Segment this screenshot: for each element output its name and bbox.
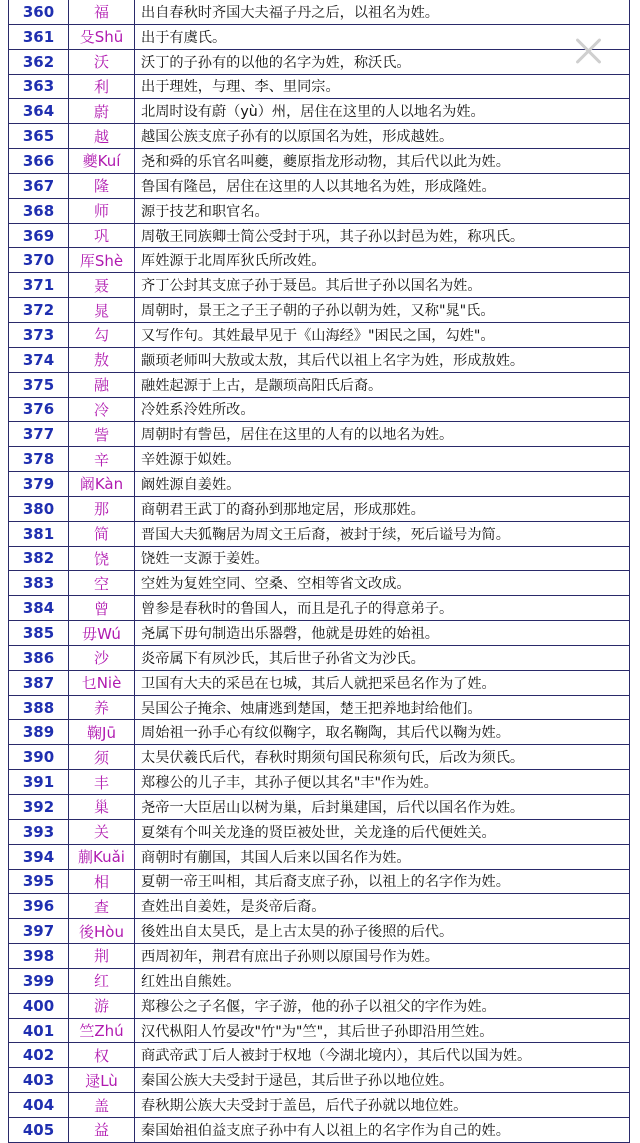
surname-char: 融 bbox=[69, 373, 135, 397]
surname-origin: 鲁国有隆邑，居住在这里的人以其地名为姓，形成隆姓。 bbox=[141, 178, 496, 195]
surname-origin: 冷姓系泠姓所改。 bbox=[141, 402, 255, 419]
table-row bbox=[8, 174, 630, 199]
surname-char: 关 bbox=[69, 820, 135, 844]
table-row bbox=[8, 522, 630, 547]
surname-origin: 出于理姓，与理、李、里同宗。 bbox=[141, 79, 340, 96]
table-row bbox=[8, 894, 630, 919]
surname-number: 385 bbox=[9, 621, 69, 645]
surname-char: 利 bbox=[69, 75, 135, 99]
surname-number: 399 bbox=[9, 969, 69, 993]
table-row bbox=[8, 124, 630, 149]
surname-number: 365 bbox=[9, 124, 69, 148]
surname-char: 敖 bbox=[69, 348, 135, 372]
surname-origin: 炎帝属下有夙沙氏，其后世子孙省文为沙氏。 bbox=[141, 650, 425, 667]
surname-char: 盖 bbox=[69, 1093, 135, 1117]
table-row bbox=[8, 373, 630, 398]
close-icon[interactable] bbox=[574, 36, 604, 66]
surname-number: 398 bbox=[9, 944, 69, 968]
surname-number: 373 bbox=[9, 323, 69, 347]
surname-number: 360 bbox=[9, 0, 69, 24]
surname-char: 阚Kàn bbox=[69, 472, 135, 496]
surname-origin: 周朝时，景王之子王子朝的子孙以朝为姓，又称"晁"氏。 bbox=[141, 303, 495, 320]
surname-char: 隆 bbox=[69, 174, 135, 198]
surname-origin: 商朝时有蒯国，其国人后来以国名作为姓。 bbox=[141, 849, 411, 866]
surname-number: 382 bbox=[9, 547, 69, 571]
table-row bbox=[8, 75, 630, 100]
table-row bbox=[8, 571, 630, 596]
surname-number: 374 bbox=[9, 348, 69, 372]
surname-origin: 出于有虞氏。 bbox=[141, 29, 227, 46]
surname-origin: 秦国公族大夫受封于逯邑，其后世子孙以地位姓。 bbox=[141, 1073, 454, 1090]
surname-number: 391 bbox=[9, 770, 69, 794]
surname-char: 福 bbox=[69, 0, 135, 24]
surname-origin: 饶姓一支源于姜姓。 bbox=[141, 551, 269, 568]
surname-char: 师 bbox=[69, 199, 135, 223]
surname-char: 辛 bbox=[69, 447, 135, 471]
surname-origin: 颛顼老师叫大敖或太敖，其后代以祖上名字为姓，形成敖姓。 bbox=[141, 352, 525, 369]
table-row bbox=[8, 1019, 630, 1044]
surname-number: 404 bbox=[9, 1093, 69, 1117]
surname-origin: 秦国始祖伯益支庶子孙中有人以祖上的名字作为自己的姓。 bbox=[141, 1122, 510, 1139]
surname-char: 养 bbox=[69, 696, 135, 720]
table-row bbox=[8, 50, 630, 75]
surname-number: 367 bbox=[9, 174, 69, 198]
surname-char: 沃 bbox=[69, 50, 135, 74]
table-row bbox=[8, 820, 630, 845]
surname-origin: 齐丁公封其支庶子孙于聂邑。其后世子孙以国名为姓。 bbox=[141, 278, 482, 295]
surname-char: 逯Lù bbox=[69, 1068, 135, 1092]
surname-number: 370 bbox=[9, 248, 69, 272]
surname-number: 390 bbox=[9, 745, 69, 769]
surname-char: 冷 bbox=[69, 398, 135, 422]
surname-origin: 辛姓源于姒姓。 bbox=[141, 452, 241, 469]
surname-char: 乜Niè bbox=[69, 671, 135, 695]
surname-char: 蔚 bbox=[69, 99, 135, 123]
table-row bbox=[8, 969, 630, 994]
surname-number: 380 bbox=[9, 497, 69, 521]
table-row bbox=[8, 447, 630, 472]
surname-char: 後Hòu bbox=[69, 919, 135, 943]
surname-origin: 曾参是春秋时的鲁国人，而且是孔子的得意弟子。 bbox=[141, 601, 454, 618]
table-row bbox=[8, 1068, 630, 1093]
surname-number: 376 bbox=[9, 398, 69, 422]
table-row bbox=[8, 1118, 630, 1143]
surname-origin: 西周初年，荆君有庶出子孙则以原国号作为姓。 bbox=[141, 948, 439, 965]
table-row bbox=[8, 199, 630, 224]
surname-number: 384 bbox=[9, 596, 69, 620]
surname-number: 386 bbox=[9, 646, 69, 670]
surname-char: 红 bbox=[69, 969, 135, 993]
surname-origin: 晋国大夫狐鞠居为周文王后裔，被封于续，死后谥号为简。 bbox=[141, 526, 510, 543]
surname-char: 空 bbox=[69, 571, 135, 595]
table-row bbox=[8, 1093, 630, 1118]
surname-number: 387 bbox=[9, 671, 69, 695]
surname-origin: 春秋期公族大夫受封于盖邑，后代子孙就以地位姓。 bbox=[141, 1098, 468, 1115]
surname-char: 沙 bbox=[69, 646, 135, 670]
surname-origin: 吴国公子掩余、烛庸逃到楚国，楚王把养地封给他们。 bbox=[141, 700, 482, 717]
surname-number: 368 bbox=[9, 199, 69, 223]
surname-origin: 後姓出自太昊氏，是上古太昊的孙子後照的后代。 bbox=[141, 924, 454, 941]
surname-char: 巩 bbox=[69, 224, 135, 248]
surname-origin: 厍姓源于北周厍狄氏所改姓。 bbox=[141, 253, 326, 270]
table-row bbox=[8, 273, 630, 298]
table-row bbox=[8, 472, 630, 497]
surname-number: 396 bbox=[9, 894, 69, 918]
table-row bbox=[8, 323, 630, 348]
table-row bbox=[8, 994, 630, 1019]
surname-number: 395 bbox=[9, 870, 69, 894]
surname-origin: 周始祖一孙手心有纹似鞠字，取名鞠陶，其后代以鞠为姓。 bbox=[141, 725, 510, 742]
surname-char: 简 bbox=[69, 522, 135, 546]
table-row bbox=[8, 422, 630, 447]
surname-origin: 出自春秋时齐国大夫福子丹之后，以祖名为姓。 bbox=[141, 4, 439, 21]
surname-char: 那 bbox=[69, 497, 135, 521]
surname-char: 相 bbox=[69, 870, 135, 894]
surname-number: 397 bbox=[9, 919, 69, 943]
surname-number: 375 bbox=[9, 373, 69, 397]
surname-number: 377 bbox=[9, 422, 69, 446]
surname-number: 363 bbox=[9, 75, 69, 99]
table-row bbox=[8, 348, 630, 373]
surname-origin: 红姓出自熊姓。 bbox=[141, 973, 241, 990]
surname-table bbox=[8, 0, 630, 1143]
surname-number: 369 bbox=[9, 224, 69, 248]
surname-char: 游 bbox=[69, 994, 135, 1018]
surname-origin: 周敬王同族卿士简公受封于巩，其子孙以封邑为姓，称巩氏。 bbox=[141, 228, 525, 245]
surname-origin: 郑穆公的儿子丰，其孙子便以其名"丰"作为姓。 bbox=[141, 775, 438, 792]
surname-origin: 周朝时有訾邑，居住在这里的人有的以地名为姓。 bbox=[141, 427, 454, 444]
surname-char: 荆 bbox=[69, 944, 135, 968]
surname-origin: 商武帝武丁后人被封于权地（今湖北境内），其后代以国为姓。 bbox=[141, 1048, 532, 1065]
surname-number: 401 bbox=[9, 1019, 69, 1043]
table-row bbox=[8, 919, 630, 944]
table-row bbox=[8, 224, 630, 249]
surname-char: 聂 bbox=[69, 273, 135, 297]
table-row bbox=[8, 25, 630, 50]
surname-char: 鞠Jū bbox=[69, 720, 135, 744]
surname-number: 372 bbox=[9, 298, 69, 322]
surname-char: 权 bbox=[69, 1043, 135, 1067]
surname-number: 400 bbox=[9, 994, 69, 1018]
surname-char: 巢 bbox=[69, 795, 135, 819]
table-row bbox=[8, 795, 630, 820]
surname-char: 毋Wú bbox=[69, 621, 135, 645]
surname-origin: 尧属下毋句制造出乐器磬，他就是毋姓的始祖。 bbox=[141, 626, 439, 643]
table-row bbox=[8, 149, 630, 174]
surname-number: 381 bbox=[9, 522, 69, 546]
surname-char: 查 bbox=[69, 894, 135, 918]
surname-char: 曾 bbox=[69, 596, 135, 620]
table-row bbox=[8, 298, 630, 323]
surname-number: 392 bbox=[9, 795, 69, 819]
table-row bbox=[8, 671, 630, 696]
surname-origin: 夏桀有个叫关龙逢的贤臣被处世，关龙逢的后代便姓关。 bbox=[141, 824, 496, 841]
surname-number: 379 bbox=[9, 472, 69, 496]
surname-char: 饶 bbox=[69, 547, 135, 571]
surname-char: 勾 bbox=[69, 323, 135, 347]
surname-origin: 商朝君王武丁的裔孙到那地定居，形成那姓。 bbox=[141, 501, 425, 518]
table-row bbox=[8, 870, 630, 895]
surname-number: 388 bbox=[9, 696, 69, 720]
surname-number: 394 bbox=[9, 845, 69, 869]
table-row bbox=[8, 770, 630, 795]
surname-number: 402 bbox=[9, 1043, 69, 1067]
surname-char: 夔Kuí bbox=[69, 149, 135, 173]
surname-number: 403 bbox=[9, 1068, 69, 1092]
surname-number: 364 bbox=[9, 99, 69, 123]
table-row bbox=[8, 547, 630, 572]
surname-number: 383 bbox=[9, 571, 69, 595]
surname-char: 益 bbox=[69, 1118, 135, 1142]
table-row bbox=[8, 497, 630, 522]
surname-origin: 卫国有大夫的采邑在乜城，其后人就把采邑名作为了姓。 bbox=[141, 675, 496, 692]
surname-char: 越 bbox=[69, 124, 135, 148]
table-row bbox=[8, 944, 630, 969]
surname-number: 371 bbox=[9, 273, 69, 297]
surname-char: 须 bbox=[69, 745, 135, 769]
surname-origin: 融姓起源于上古，是颛顼高阳氏后裔。 bbox=[141, 377, 383, 394]
surname-number: 366 bbox=[9, 149, 69, 173]
surname-number: 362 bbox=[9, 50, 69, 74]
surname-origin: 又写作句。其姓最早见于《山海经》"困民之国，勾姓"。 bbox=[141, 327, 495, 344]
surname-origin: 汉代枞阳人竹晏改"竹"为"竺"，其后世子孙即沿用竺姓。 bbox=[141, 1023, 494, 1040]
table-row bbox=[8, 696, 630, 721]
table-row bbox=[8, 845, 630, 870]
table-row bbox=[8, 99, 630, 124]
table-row bbox=[8, 646, 630, 671]
table-row bbox=[8, 0, 630, 25]
surname-number: 405 bbox=[9, 1118, 69, 1142]
surname-origin: 尧帝一大臣居山以树为巢，后封巢建国，后代以国名作为姓。 bbox=[141, 799, 525, 816]
surname-origin: 尧和舜的乐官名叫夔，夔原指龙形动物，其后代以此为姓。 bbox=[141, 153, 510, 170]
surname-char: 丰 bbox=[69, 770, 135, 794]
surname-char: 訾 bbox=[69, 422, 135, 446]
surname-number: 378 bbox=[9, 447, 69, 471]
surname-origin: 太昊伏羲氏后代，春秋时期须句国民称须句氏，后改为须氏。 bbox=[141, 750, 525, 767]
table-row bbox=[8, 596, 630, 621]
table-row bbox=[8, 745, 630, 770]
surname-number: 361 bbox=[9, 25, 69, 49]
surname-origin: 越国公族支庶子孙有的以原国名为姓，形成越姓。 bbox=[141, 129, 454, 146]
surname-origin: 沃丁的子孙有的以他的名字为姓，称沃氏。 bbox=[141, 54, 411, 71]
table-row bbox=[8, 720, 630, 745]
surname-char: 晁 bbox=[69, 298, 135, 322]
surname-origin: 北周时设有蔚（yù）州，居住在这里的人以地名为姓。 bbox=[141, 104, 485, 121]
surname-origin: 夏朝一帝王叫相，其后裔支庶子孙，以祖上的名字作为姓。 bbox=[141, 874, 510, 891]
surname-char: 蒯Kuǎi bbox=[69, 845, 135, 869]
surname-origin: 郑穆公之子名偃，字子游，他的孙子以祖父的字作为姓。 bbox=[141, 998, 496, 1015]
surname-origin: 阚姓源自姜姓。 bbox=[141, 476, 241, 493]
table-row bbox=[8, 398, 630, 423]
surname-origin: 空姓为复姓空同、空桑、空相等省文改成。 bbox=[141, 576, 411, 593]
surname-char: 厍Shè bbox=[69, 248, 135, 272]
table-row bbox=[8, 621, 630, 646]
surname-char: 竺Zhú bbox=[69, 1019, 135, 1043]
surname-origin: 源于技艺和职官名。 bbox=[141, 203, 269, 220]
surname-origin: 查姓出自姜姓，是炎帝后裔。 bbox=[141, 899, 326, 916]
table-row bbox=[8, 1043, 630, 1068]
surname-number: 389 bbox=[9, 720, 69, 744]
table-row bbox=[8, 248, 630, 273]
surname-char: 殳Shū bbox=[69, 25, 135, 49]
surname-number: 393 bbox=[9, 820, 69, 844]
